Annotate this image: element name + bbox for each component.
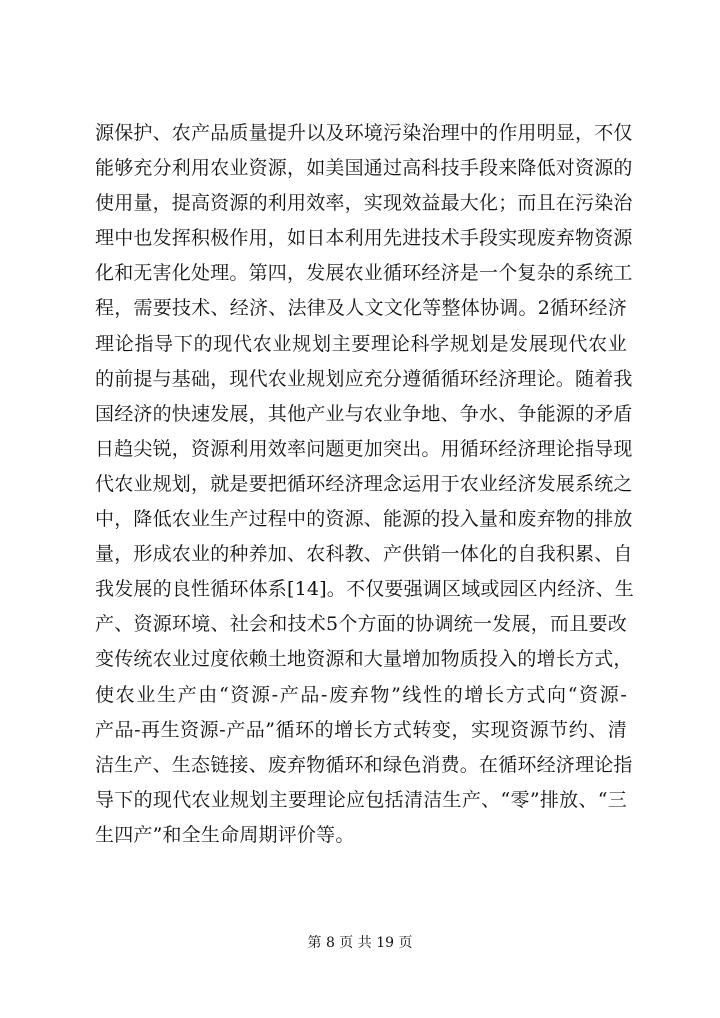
text-line: 我发展的良性循环体系[14]。不仅要强调区域或园区内经济、生 (95, 578, 635, 601)
text-line: 中，降低农业生产过程中的资源、能源的投入量和废弃物的排放 (95, 508, 633, 531)
text-line: 导下的现代农业规划主要理论应包括清洁生产、“零”排放、“三 (95, 788, 627, 811)
text-line: 使用量，提高资源的利用效率，实现效益最大化；而且在污染治 (95, 192, 633, 215)
text-line: 变传统农业过度依赖土地资源和大量增加物质投入的增长方式， (95, 648, 633, 671)
text-line: 洁生产、生态链接、废弃物循环和绿色消费。在循环经济理论指 (95, 753, 633, 776)
text-line: 产品-再生资源-产品”循环的增长方式转变，实现资源节约、清 (95, 718, 627, 741)
text-line: 化和无害化处理。第四，发展农业循环经济是一个复杂的系统工 (95, 262, 633, 285)
text-line: 国经济的快速发展，其他产业与农业争地、争水、争能源的矛盾 (95, 402, 633, 425)
text-line: 程，需要技术、经济、法律及人文文化等整体协调。2循环经济 (95, 297, 627, 320)
text-line: 能够充分利用农业资源，如美国通过高科技手段来降低对资源的 (95, 157, 633, 180)
text-line: 理中也发挥积极作用，如日本利用先进技术手段实现废弃物资源 (95, 227, 633, 250)
text-line: 产、资源环境、社会和技术5个方面的协调统一发展，而且要改 (95, 613, 627, 636)
text-line: 使农业生产由“资源-产品-废弃物”线性的增长方式向“资源- (95, 683, 627, 706)
text-line: 理论指导下的现代农业规划主要理论科学规划是发展现代农业 (95, 332, 627, 355)
text-line: 源保护、农产品质量提升以及环境污染治理中的作用明显，不仅 (95, 122, 633, 144)
page-number-footer: 第 8 页 共 19 页 (307, 935, 413, 951)
body-text (95, 116, 635, 853)
text-line: 日趋尖锐，资源利用效率问题更加突出。用循环经济理论指导现 (95, 437, 633, 460)
text-line: 量，形成农业的种养加、农科教、产供销一体化的自我积累、自 (95, 543, 633, 566)
text-line: 的前提与基础，现代农业规划应充分遵循循环经济理论。随着我 (95, 367, 633, 390)
text-line: 生四产”和全生命周期评价等。 (95, 823, 355, 846)
text-line: 代农业规划，就是要把循环经济理念运用于农业经济发展系统之 (95, 472, 633, 495)
